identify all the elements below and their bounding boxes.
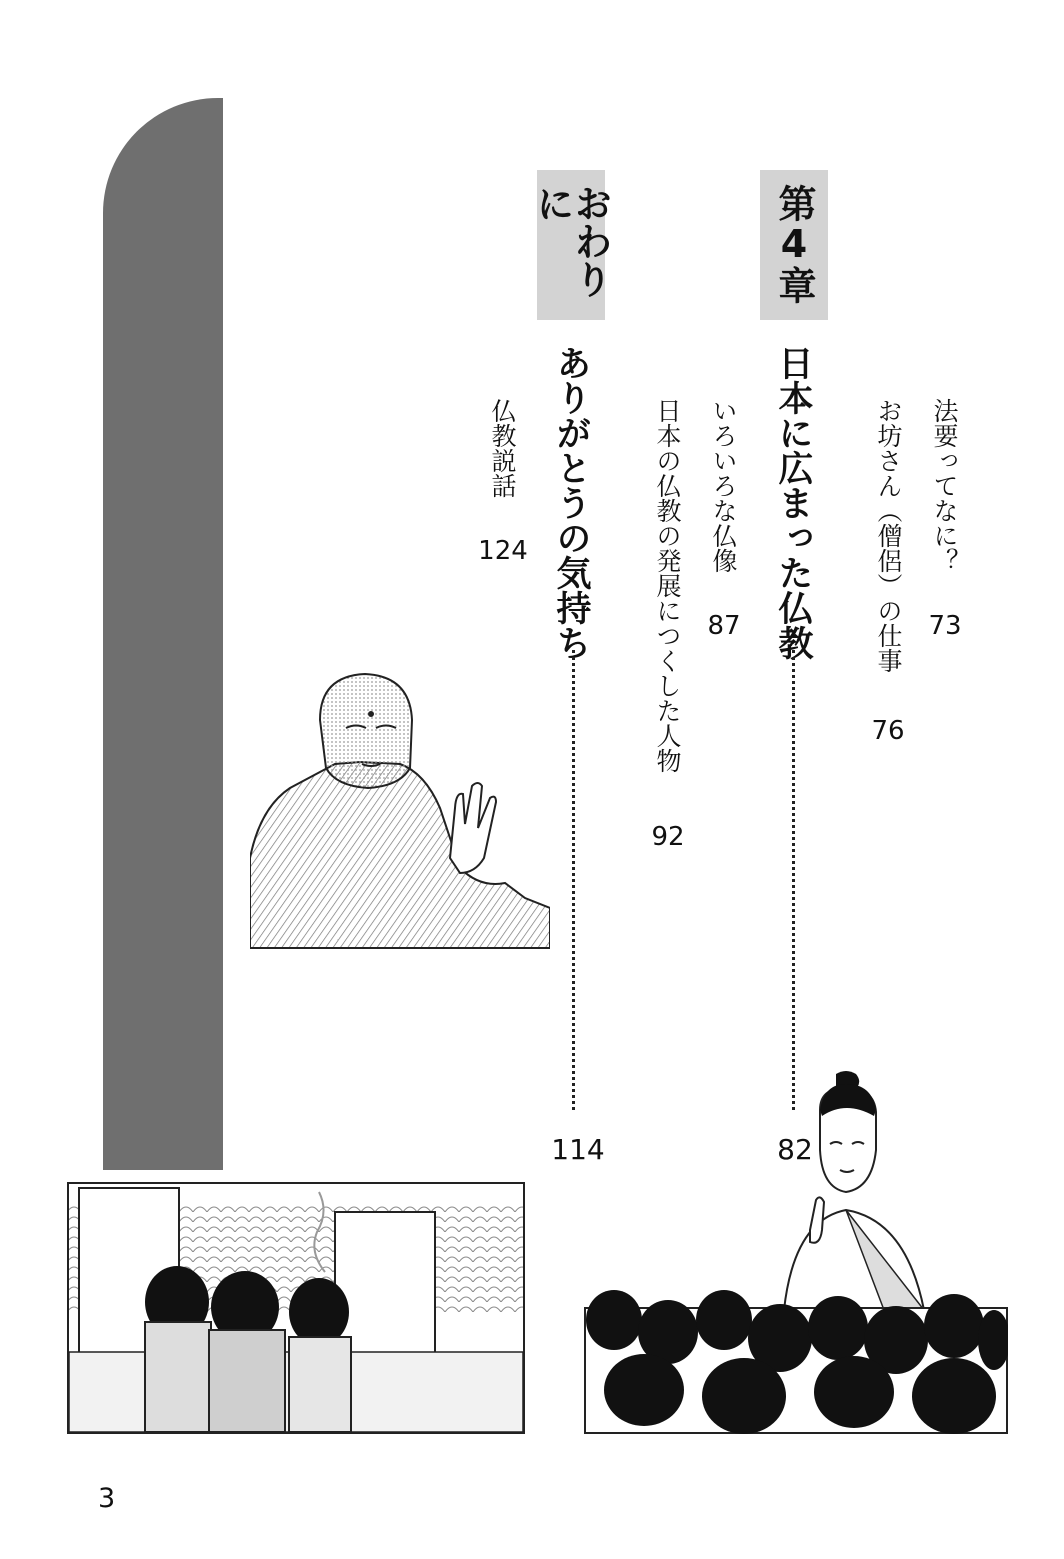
toc-item-butsuzou[interactable]: いろいろな仏像 (709, 398, 738, 573)
chapter-4-label: 第4章 (760, 170, 828, 320)
closing-label: おわりに (537, 170, 605, 320)
toc-item-obousan[interactable]: お坊さん（僧侶）の仕事 (874, 398, 903, 673)
chapter-4-heading[interactable]: 日本に広まった仏教 (773, 345, 813, 660)
toc-item-setsuwa[interactable]: 仏教説話 (488, 398, 517, 498)
chapter-4-leader-dots (792, 650, 795, 1110)
monk-preaching-illustration (584, 1070, 1008, 1435)
toc-item-jinbutsu-page: 92 (651, 822, 685, 852)
toc-item-setsuwa-page: 124 (478, 536, 528, 566)
toc-item-jinbutsu[interactable]: 日本の仏教の発展につくした人物 (653, 398, 682, 773)
grave-prayer-illustration (67, 1182, 525, 1434)
toc-item-houyou[interactable]: 法要ってなに？ (930, 398, 959, 573)
toc-item-houyou-page: 73 (928, 611, 962, 641)
folio-page-number: 3 (98, 1483, 116, 1514)
toc-item-butsuzou-page: 87 (707, 611, 741, 641)
closing-heading[interactable]: ありがとうの気持ち (551, 345, 591, 660)
toc-item-obousan-page: 76 (871, 716, 905, 746)
closing-page-number: 114 (551, 1133, 605, 1166)
closing-leader-dots (572, 650, 575, 1110)
great-buddha-illustration (250, 668, 550, 950)
chapter-side-tab (103, 98, 223, 1170)
chapter-4-page-number: 82 (777, 1133, 813, 1166)
